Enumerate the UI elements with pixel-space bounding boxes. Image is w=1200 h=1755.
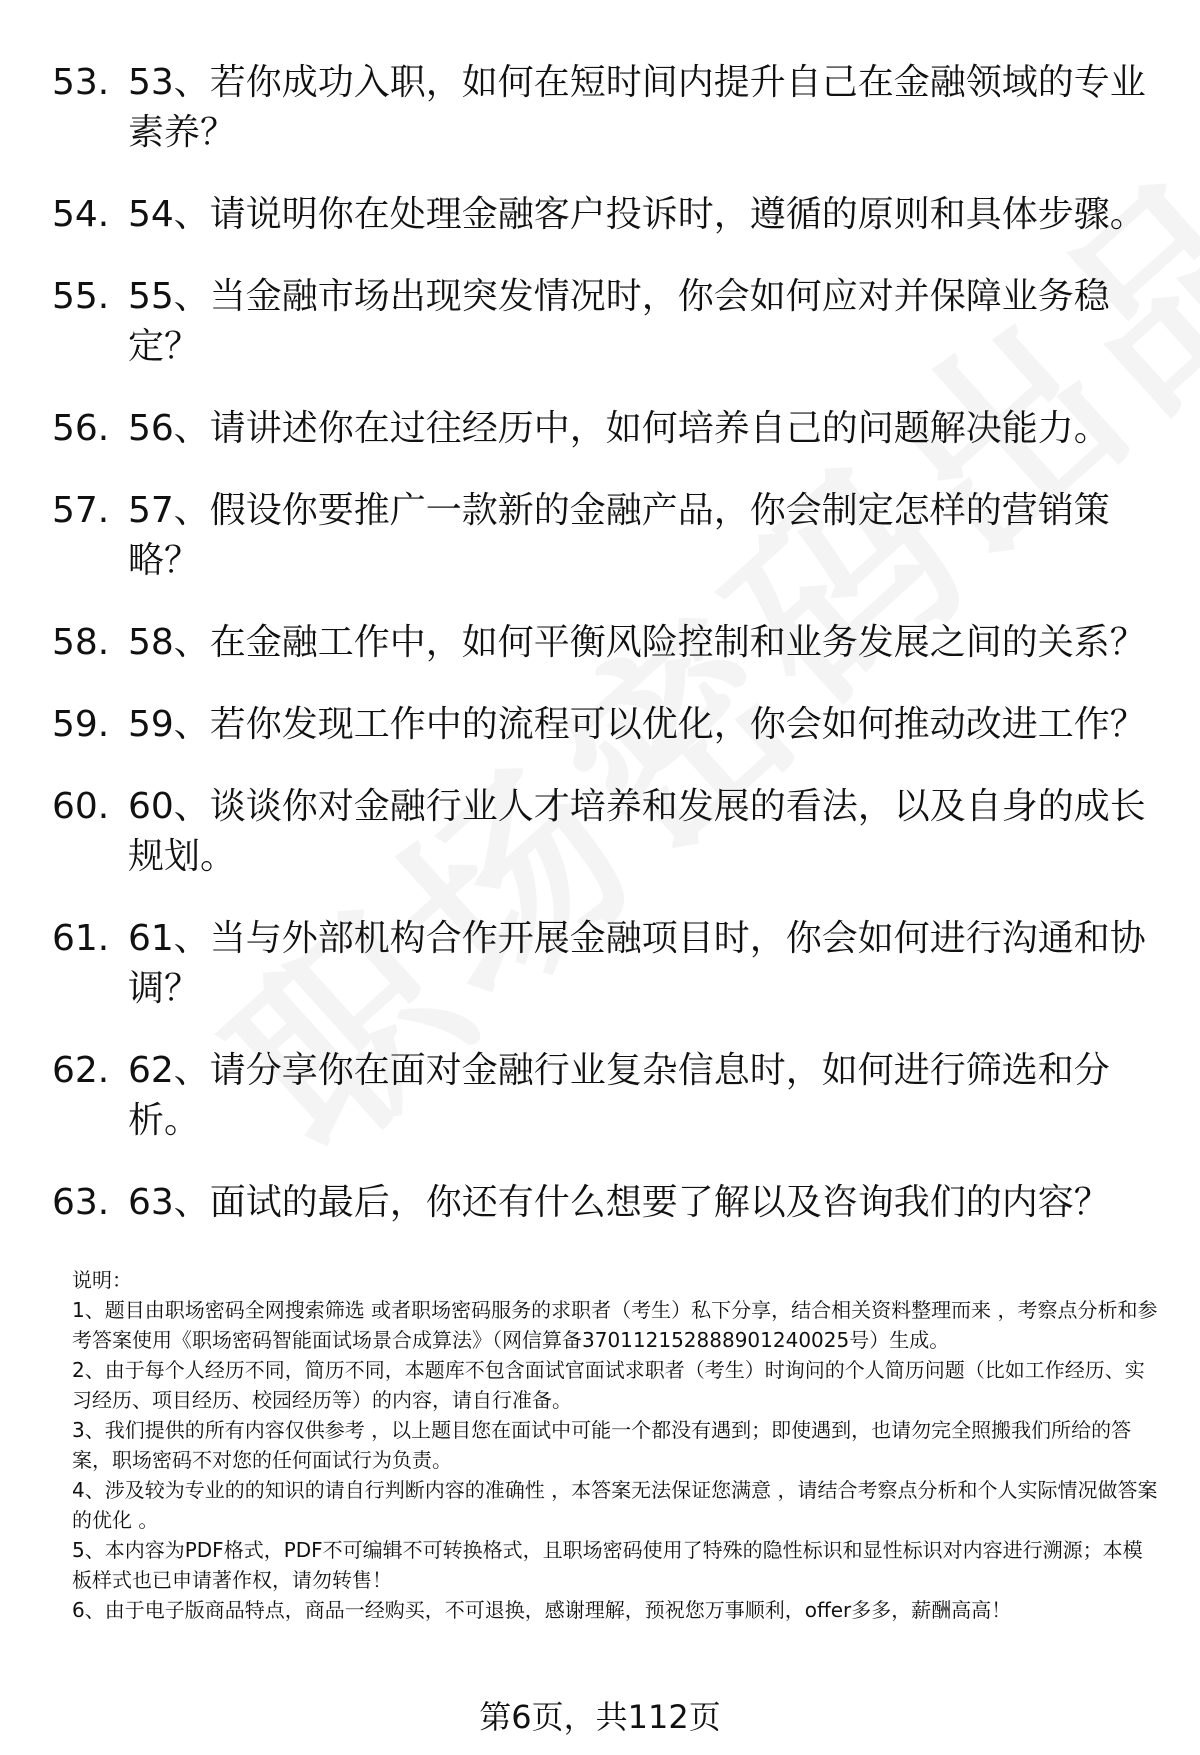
note-item: 3、我们提供的所有内容仅供参考 ，以上题目您在面试中可能一个都没有遇到；即使遇到，也请勿完全照搬我们所给的答案，职场密码不对您的任何面试行为负责。	[72, 1418, 1132, 1472]
note-item: 5、本内容为PDF格式，PDF不可编辑不可转换格式，且职场密码使用了特殊的隐性标识和显性标识对内容进行溯源；本模板样式也已申请著作权，请勿转售！	[72, 1538, 1143, 1592]
question-text: 54、请说明你在处理金融客户投诉时，遵循的原则和具体步骤。	[128, 194, 1146, 235]
question-text: 63、面试的最后，你还有什么想要了解以及咨询我们的内容？	[128, 1182, 1110, 1223]
disclaimer-notes	[72, 1265, 1162, 1625]
page-number: 第6页，共112页	[479, 1698, 721, 1736]
question-item	[0, 190, 1200, 240]
question-number: 53.	[52, 62, 110, 103]
question-item	[0, 700, 1200, 750]
question-text: 58、在金融工作中，如何平衡风险控制和业务发展之间的关系？	[128, 622, 1146, 663]
question-list	[0, 58, 1200, 1260]
question-item	[0, 272, 1200, 372]
question-text: 56、请讲述你在过往经历中，如何培养自己的问题解决能力。	[128, 408, 1110, 449]
question-text: 62、请分享你在面对金融行业复杂信息时，如何进行筛选和分析。	[128, 1050, 1110, 1141]
question-item	[0, 618, 1200, 668]
question-number: 55.	[52, 276, 110, 317]
question-number: 54.	[52, 194, 110, 235]
question-item	[0, 58, 1200, 158]
question-text: 53、若你成功入职，如何在短时间内提升自己在金融领域的专业素养？	[128, 62, 1146, 153]
question-number: 62.	[52, 1050, 110, 1091]
question-number: 60.	[52, 786, 110, 827]
question-item	[0, 1178, 1200, 1228]
note-item: 4、涉及较为专业的的知识的请自行判断内容的准确性 ，本答案无法保证您满意 ，请结合考察点分析和个人实际情况做答案的优化 。	[72, 1478, 1158, 1532]
question-number: 57.	[52, 490, 110, 531]
question-item	[0, 1046, 1200, 1146]
question-item	[0, 782, 1200, 882]
question-text: 60、谈谈你对金融行业人才培养和发展的看法，以及自身的成长规划。	[128, 786, 1146, 877]
question-text: 59、若你发现工作中的流程可以优化，你会如何推动改进工作？	[128, 704, 1146, 745]
question-number: 56.	[52, 408, 110, 449]
note-item: 1、题目由职场密码全网搜索筛选 或者职场密码服务的求职者（考生）私下分享，结合相关资料整理而来 ，考察点分析和参考答案使用《职场密码智能面试场景合成算法》（网信算备370112152888901240025号）生成。	[72, 1298, 1158, 1352]
question-number: 61.	[52, 918, 110, 959]
question-item	[0, 914, 1200, 1014]
question-text: 55、当金融市场出现突发情况时，你会如何应对并保障业务稳定？	[128, 276, 1110, 367]
question-number: 58.	[52, 622, 110, 663]
question-text: 57、假设你要推广一款新的金融产品，你会制定怎样的营销策略？	[128, 490, 1110, 581]
note-item: 2、由于每个人经历不同，简历不同，本题库不包含面试官面试求职者（考生）时询问的个人简历问题（比如工作经历、实习经历、项目经历、校园经历等）的内容，请自行准备。	[72, 1358, 1145, 1412]
question-item	[0, 486, 1200, 586]
question-item	[0, 404, 1200, 454]
question-number: 63.	[52, 1182, 110, 1223]
question-text: 61、当与外部机构合作开展金融项目时，你会如何进行沟通和协调？	[128, 918, 1146, 1009]
question-number: 59.	[52, 704, 110, 745]
note-item: 6、由于电子版商品特点，商品一经购买，不可退换，感谢理解，预祝您万事顺利，offer多多，薪酬高高！	[72, 1598, 1012, 1622]
notes-heading: 说明：	[72, 1268, 132, 1292]
